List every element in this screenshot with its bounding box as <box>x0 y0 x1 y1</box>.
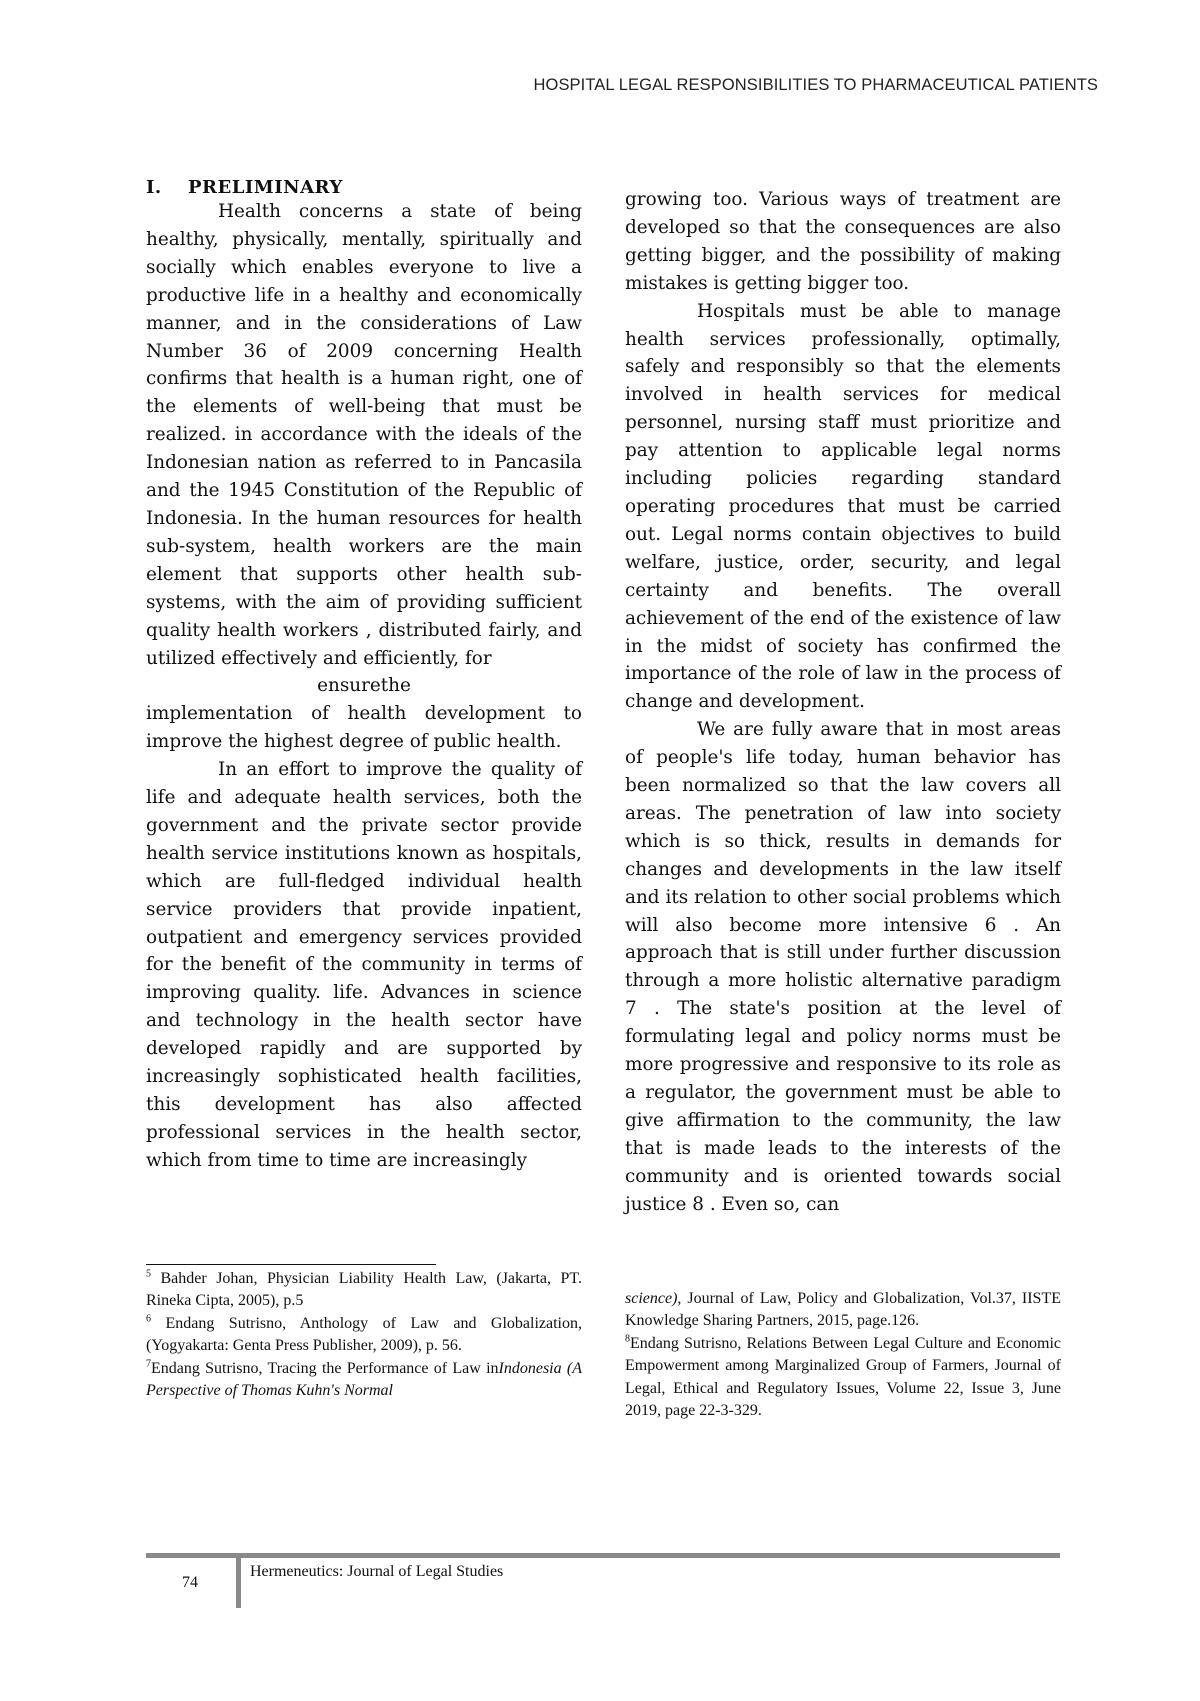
footnote-7-italic: Indonesia (A Perspective of Thomas Kuhn's Normal <box>146 1359 582 1400</box>
left-paragraph-1-break: ensurethe <box>317 675 411 697</box>
section-number: I. <box>146 177 162 198</box>
footnote-7-cont-italic: science) <box>625 1290 678 1307</box>
footnotes-right <box>625 1288 1061 1422</box>
left-paragraph-1: Health concerns a state of being healthy, physically, mentally, spiritually and socially which enables everyone to live a productive life in a healthy and economically manner, and in the considerations of Law Number 36 of 2009 concerning Health confirms that health is a human right, one of the elements of well-being that must be realized. in accordance with the ideals of the Indonesian nation as referred to in Pancasila and the 1945 Constitution of the Republic of Indonesia. In the human resources for health sub-system, health workers are the main element that supports other health sub-systems, with the aim of providing sufficient quality health workers , distributed fairly, and utilized effectively and efficiently, for <box>146 201 582 669</box>
footnote-6-mark: 6 <box>146 1313 151 1325</box>
right-paragraph-1: growing too. Various ways of treatment are developed so that the consequences are also getting bigger, and the possibility of making mistakes is getting bigger too. <box>625 189 1061 294</box>
footnote-7-cont-text: , Journal of Law, Policy and Globalization, Vol.37, IISTE Knowledge Sharing Partners, 2015, page.126. <box>625 1290 1061 1330</box>
footer-rule <box>146 1553 1060 1558</box>
left-paragraph-2: In an effort to improve the quality of life and adequate health services, both the government and the private sector provide health service institutions known as hospitals, which are full-fledged individual health service providers that provide inpatient, outpatient and emergency services provided for the benefit of the community in terms of improving quality. life. Advances in science and technology in the health sector have developed rapidly and are supported by increasingly sophisticated health facilities, this development has also affected professional services in the health sector, which from time to time are increasingly <box>146 759 582 1171</box>
footnote-7 <box>146 1358 582 1403</box>
footnote-8-mark: 8 <box>625 1333 630 1345</box>
footnote-8-text: Endang Sutrisno, Relations Between Legal Culture and Economic Empowerment among Marginalized Group of Farmers, Journal of Legal, Ethical and Regulatory Issues, Volume 22, Issue 3, June 2019, page 22-3-329. <box>625 1334 1061 1420</box>
right-paragraph-3: We are fully aware that in most areas of people's life today, human behavior has been normalized so that the law covers all areas. The penetration of law into society which is so thick, results in demands for changes and developments in the law itself and its relation to other social problems which will also become more intensive 6 . An approach that is still under further discussion through a more holistic alternative paradigm 7 . The state's position at the level of formulating legal and policy norms must be more progressive and responsive to its role as a regulator, the government must be able to give affirmation to the community, the law that is made leads to the interests of the community and is oriented towards social justice 8 . Even so, can <box>625 719 1061 1215</box>
footnotes-left <box>146 1264 582 1402</box>
right-paragraph-2: Hospitals must be able to manage health services professionally, optimally, safely and responsibly so that the elements involved in health services for medical personnel, nursing staff must prioritize and pay attention to applicable legal norms including policies regarding standard operating procedures that must be carried out. Legal norms contain objectives to build welfare, justice, order, security, and legal certainty and benefits. The overall achievement of the end of the existence of law in the midst of society has confirmed the importance of the role of law in the process of change and development. <box>625 300 1061 713</box>
footnote-7-continued <box>625 1288 1061 1333</box>
footnote-7-mark: 7 <box>146 1358 151 1370</box>
section-title: PRELIMINARY <box>188 177 343 198</box>
section-heading <box>146 178 582 198</box>
footnote-5 <box>146 1268 582 1313</box>
footnote-8 <box>625 1333 1061 1423</box>
footnote-rule <box>146 1264 436 1265</box>
footnote-7-text: Endang Sutrisno, Tracing the Performance of Law in <box>151 1359 499 1377</box>
running-header: HOSPITAL LEGAL RESPONSIBILITIES TO PHARMACEUTICAL PATIENTS <box>533 76 1098 94</box>
page-number: 74 <box>182 1574 198 1591</box>
footnote-5-mark: 5 <box>146 1268 151 1280</box>
right-column <box>625 186 1061 1219</box>
footnote-6-text: Endang Sutrisno, Anthology of Law and Globalization, (Yogyakarta: Genta Press Publisher, 2009), p. 56. <box>146 1314 582 1355</box>
journal-name: Hermeneutics: Journal of Legal Studies <box>250 1563 504 1580</box>
footer-divider <box>236 1553 241 1608</box>
footnote-5-text: Bahder Johan, Physician Liability Health Law, (Jakarta, PT. Rineka Cipta, 2005), p.5 <box>146 1270 582 1310</box>
left-paragraph-1-end: implementation of health development to improve the highest degree of public health. <box>146 703 582 753</box>
left-column <box>146 178 582 1175</box>
footnote-6 <box>146 1313 582 1358</box>
